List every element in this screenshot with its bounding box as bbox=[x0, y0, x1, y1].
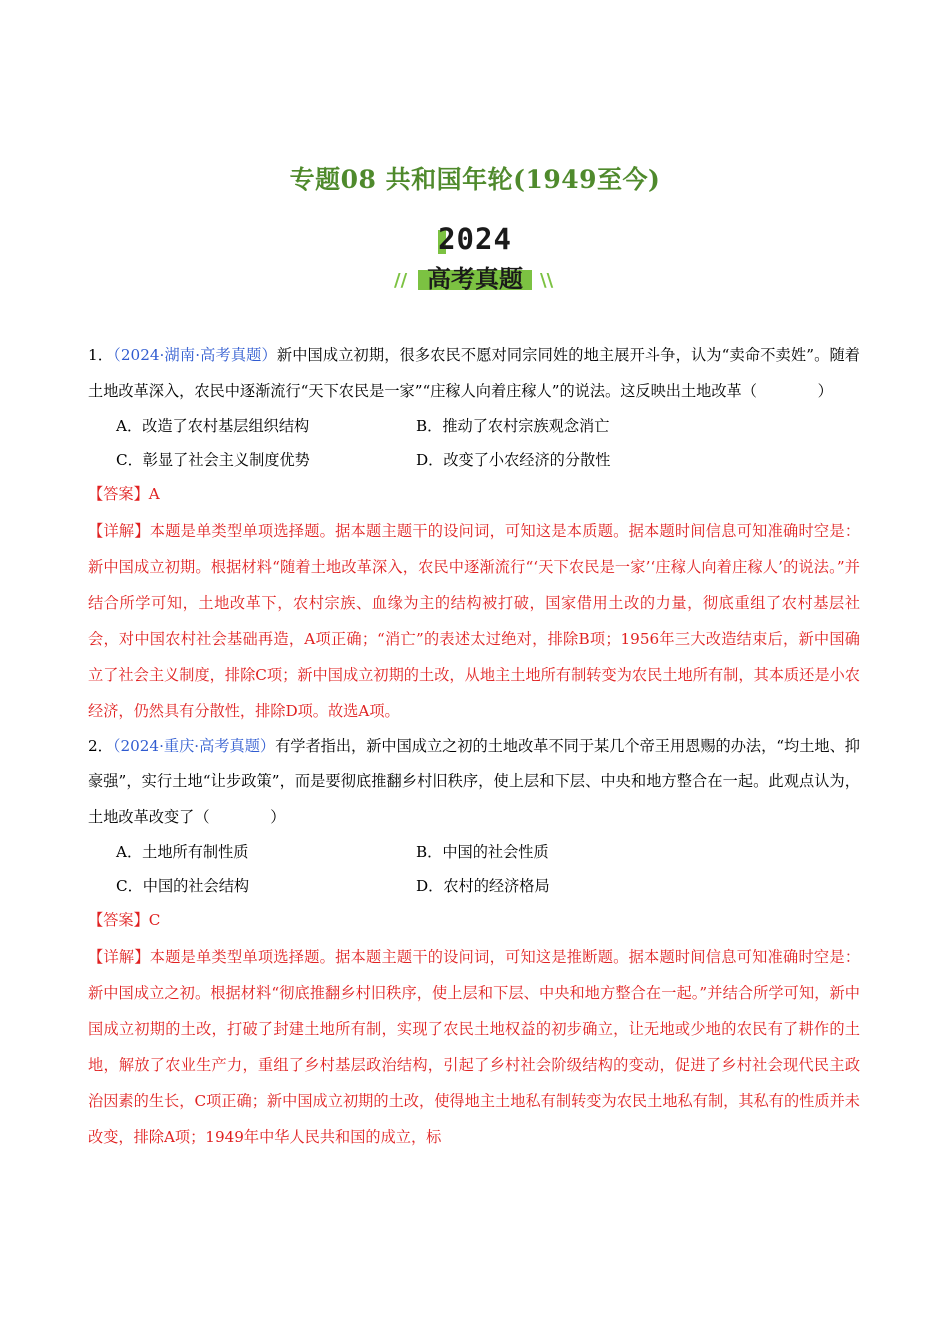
option-a: A．改造了农村基层组织结构 bbox=[116, 417, 310, 435]
question-2 bbox=[88, 729, 860, 1155]
question-stem bbox=[88, 729, 860, 836]
question-1 bbox=[88, 338, 860, 729]
option-b: B．推动了农村宗族观念消亡 bbox=[416, 417, 610, 435]
option-c: C．中国的社会结构 bbox=[116, 877, 250, 895]
option-a: A．土地所有制性质 bbox=[116, 843, 249, 861]
badge-slash-left-icon: // bbox=[394, 270, 408, 291]
option-d: D．农村的经济格局 bbox=[416, 877, 550, 895]
option-list bbox=[88, 409, 860, 477]
option-c: C．彰显了社会主义制度优势 bbox=[116, 451, 310, 469]
answer: 【答案】A bbox=[88, 485, 160, 503]
question-text: 有学者指出，新中国成立之初的土地改革不同于某几个帝王用恩赐的办法，“均土地、抑豪强”，实行土地“让步政策”，而是要彻底推翻乡村旧秩序，使上层和下层、中央和地方整合在一起。此观点认为，土地改革改变了（ ） bbox=[88, 736, 860, 826]
question-number: 1． bbox=[88, 346, 114, 364]
question-list bbox=[88, 338, 860, 1155]
question-number: 2． bbox=[88, 736, 113, 755]
badge-year: 2024 bbox=[438, 222, 512, 256]
document-title: 专题08 共和国年轮(1949至今) bbox=[289, 165, 661, 194]
explanation: 【详解】本题是单类型单项选择题。据本题主题干的设问词，可知这是本质题。据本题时间信息可知准确时空是：新中国成立初期。根据材料“随着土地改革深入，农民中逐渐流行“‘天下农民是一家’‘庄稼人向着庄稼人’的说法。”并结合所学可知，土地改革下，农村宗族、血缘为主的结构被打破，国家借用土改的力量，彻底重组了农村基层社会，对中国农村社会基础再造，A项正确；“消亡”的表述太过绝对，排除B项；1956年三大改造结束后，新中国确立了社会主义制度，排除C项；新中国成立初期的土改，从地主土地所有制转变为农民土地所有制，其本质还是小农经济，仍然具有分散性，排除D项。故选A项。 bbox=[88, 521, 860, 720]
question-text: 新中国成立初期，很多农民不愿对同宗同姓的地主展开斗争，认为“卖命不卖姓”。随着土地改革深入，农民中逐渐流行“天下农民是一家”“庄稼人向着庄稼人”的说法。这反映出土地改革（ ） bbox=[88, 346, 860, 400]
explanation: 【详解】本题是单类型单项选择题。据本题主题干的设问词，可知这是推断题。据本题时间信息可知准确时空是：新中国成立之初。根据材料“彻底推翻乡村旧秩序，使上层和下层、中央和地方整合在一起。”并结合所学可知，新中国成立初期的土改，打破了封建土地所有制，实现了农民土地权益的初步确立，让无地或少地的农民有了耕作的土地，解放了农业生产力，重组了乡村基层政治结构，引起了乡村社会阶级结构的变动，促进了乡村社会现代民主政治因素的生长，C项正确；新中国成立初期的土改，使得地主土地私有制转变为农民土地私有制，其私有的性质并未改变，排除A项；1949年中华人民共和国的成立，标 bbox=[88, 947, 860, 1146]
year-badge bbox=[380, 222, 570, 302]
option-b: B．中国的社会性质 bbox=[416, 843, 549, 861]
answer: 【答案】C bbox=[88, 911, 161, 929]
badge-slash-right-icon: \\ bbox=[540, 270, 554, 291]
question-source: （2024·重庆·高考真题） bbox=[112, 736, 276, 755]
badge-label: 高考真题 bbox=[427, 265, 523, 293]
question-stem bbox=[88, 338, 860, 409]
question-source: （2024·湖南·高考真题） bbox=[113, 346, 277, 364]
option-list bbox=[88, 835, 860, 903]
option-d: D．改变了小农经济的分散性 bbox=[416, 451, 611, 469]
